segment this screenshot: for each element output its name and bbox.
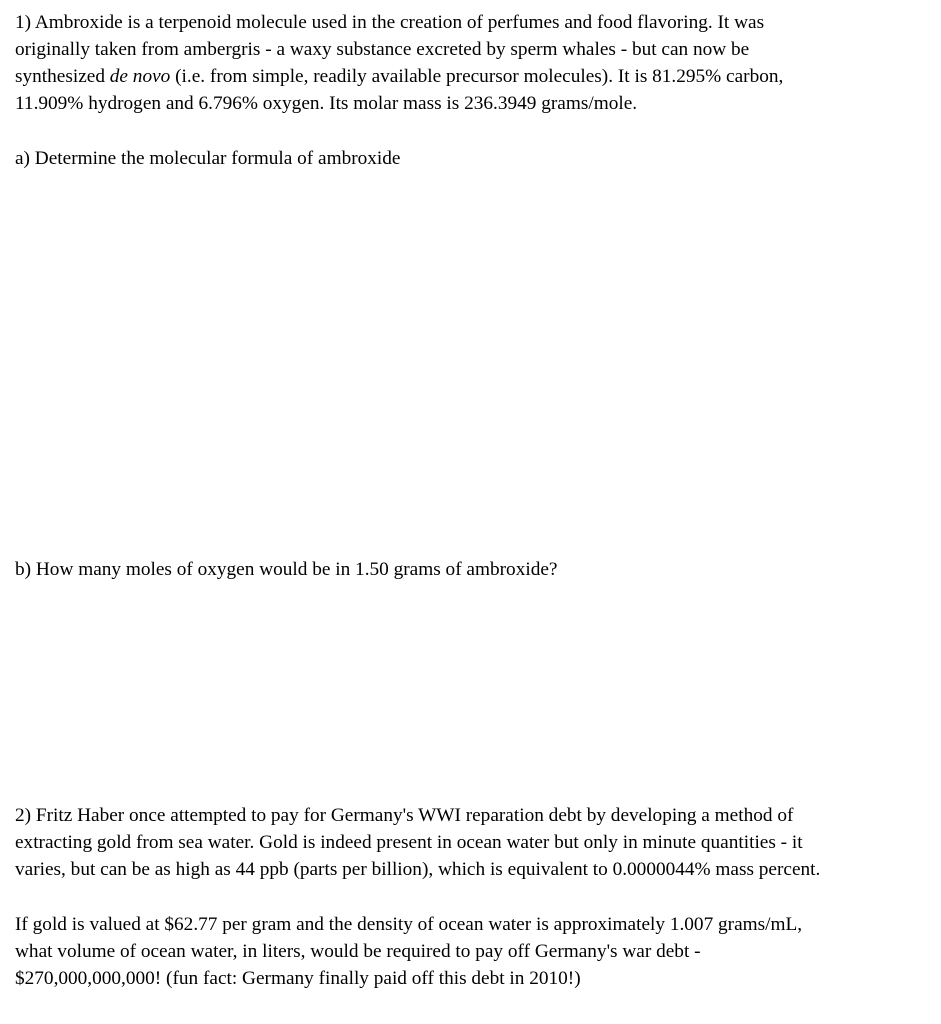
question-2-line-6: $270,000,000,000! (fun fact: Germany finally paid off this debt in 2010!) — [15, 968, 581, 989]
question-2-paragraph-1 — [15, 802, 920, 883]
question-1-line-2: originally taken from ambergris - a waxy substance excreted by sperm whales - but can now be — [15, 39, 750, 60]
question-1-line-3-end: (i.e. from simple, readily available precursor molecules). It is 81.295% carbon, — [170, 66, 784, 87]
question-2-paragraph-2 — [15, 911, 920, 992]
de-novo-italic: de novo — [109, 66, 171, 87]
question-2-line-4: If gold is valued at $62.77 per gram and the density of ocean water is approximately 1.007 grams/mL, — [15, 914, 803, 935]
question-1-part-b: b) How many moles of oxygen would be in 1.50 grams of ambroxide? — [15, 559, 558, 580]
question-1-line-4: 11.909% hydrogen and 6.796% oxygen. Its molar mass is 236.3949 grams/mole. — [15, 93, 638, 114]
question-1-part-a: a) Determine the molecular formula of ambroxide — [15, 148, 401, 169]
question-1-line-3 — [15, 63, 920, 90]
question-2-line-3: varies, but can be as high as 44 ppb (parts per billion), which is equivalent to 0.0000044% mass percent. — [15, 859, 821, 880]
question-1-line-3-start: synthesized — [15, 66, 110, 87]
question-1-line-1: 1) Ambroxide is a terpenoid molecule used in the creation of perfumes and food flavoring. It was — [15, 12, 765, 33]
question-2-line-2: extracting gold from sea water. Gold is indeed present in ocean water but only in minute quantities - it — [15, 832, 803, 853]
question-2-line-1: 2) Fritz Haber once attempted to pay for Germany's WWI reparation debt by developing a method of — [15, 805, 794, 826]
question-1-text — [15, 9, 920, 117]
question-2-line-5: what volume of ocean water, in liters, would be required to pay off Germany's war debt - — [15, 941, 701, 962]
